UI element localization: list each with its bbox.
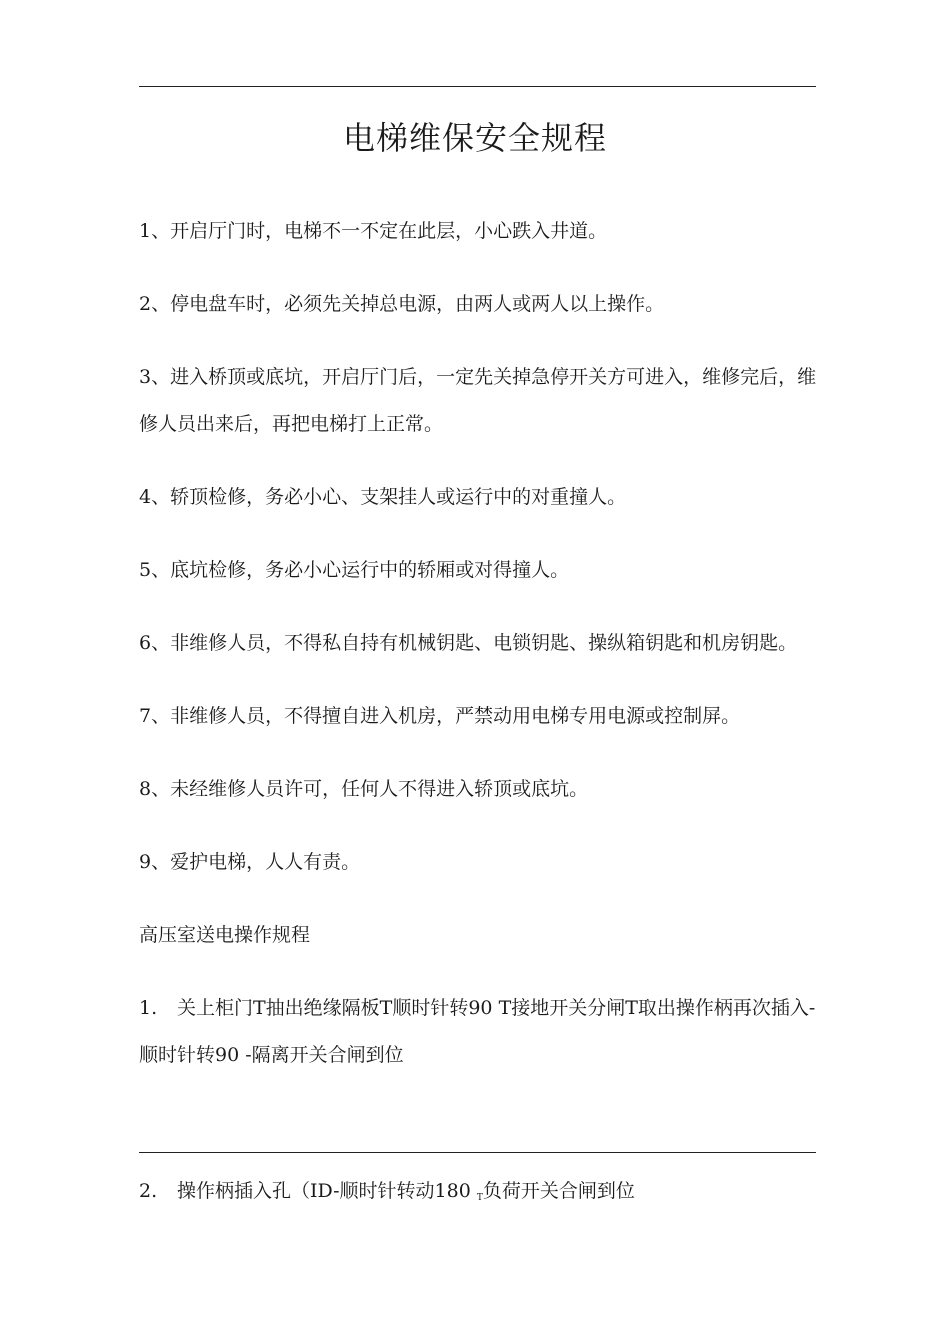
page-title: 电梯维保安全规程 — [342, 119, 607, 157]
rule-item-3: 3、进入桥顶或底坑，开启厅门后，一定先关掉急停开关方可进入，维修完后，维修人员出来后，再把电梯打上正常。 — [139, 366, 817, 435]
rule-item-7: 7、非维修人员，不得擅自进入机房，严禁动用电梯专用电源或控制屏。 — [139, 705, 741, 727]
rule-item-1: 1、开启厅门时，电梯不一不定在此层，小心跌入井道。 — [139, 220, 608, 242]
rule-item-5: 5、底坑检修，务必小心运行中的轿厢或对得撞人。 — [139, 559, 570, 581]
section-divider — [139, 1152, 816, 1153]
procedure-text-end: 负荷开关合闸到位 — [482, 1180, 635, 1202]
procedure-number: 1. — [139, 997, 158, 1019]
rule-item-4: 4、轿顶检修，务必小心、支架挂人或运行中的对重撞人。 — [139, 486, 627, 508]
rule-item-9: 9、爱护电梯，人人有责。 — [139, 851, 361, 873]
procedure-item-2 — [139, 1168, 819, 1222]
procedure-item-1 — [139, 985, 819, 1079]
procedure-text: 操作柄插入孔（ID-顺时针转动180 — [177, 1180, 477, 1202]
document-body — [139, 208, 819, 1079]
top-divider — [139, 86, 816, 87]
procedure-number: 2. — [139, 1180, 158, 1202]
procedure-subscript: T — [476, 1193, 483, 1203]
rule-item-8: 8、未经维修人员许可，任何人不得进入轿顶或底坑。 — [139, 778, 589, 800]
rule-item-2: 2、停电盘车时，必须先关掉总电源，由两人或两人以上操作。 — [139, 293, 665, 315]
procedure-text: 关上柜门T抽出绝缘隔板T顺时针转90 T接地开关分闸T取出操作柄再次插入-顺时针转90 -隔离开关合闸到位 — [139, 997, 816, 1066]
rule-item-6: 6、非维修人员，不得私自持有机械钥匙、电锁钥匙、操纵箱钥匙和机房钥匙。 — [139, 632, 798, 654]
section-heading: 高压室送电操作规程 — [139, 924, 311, 946]
